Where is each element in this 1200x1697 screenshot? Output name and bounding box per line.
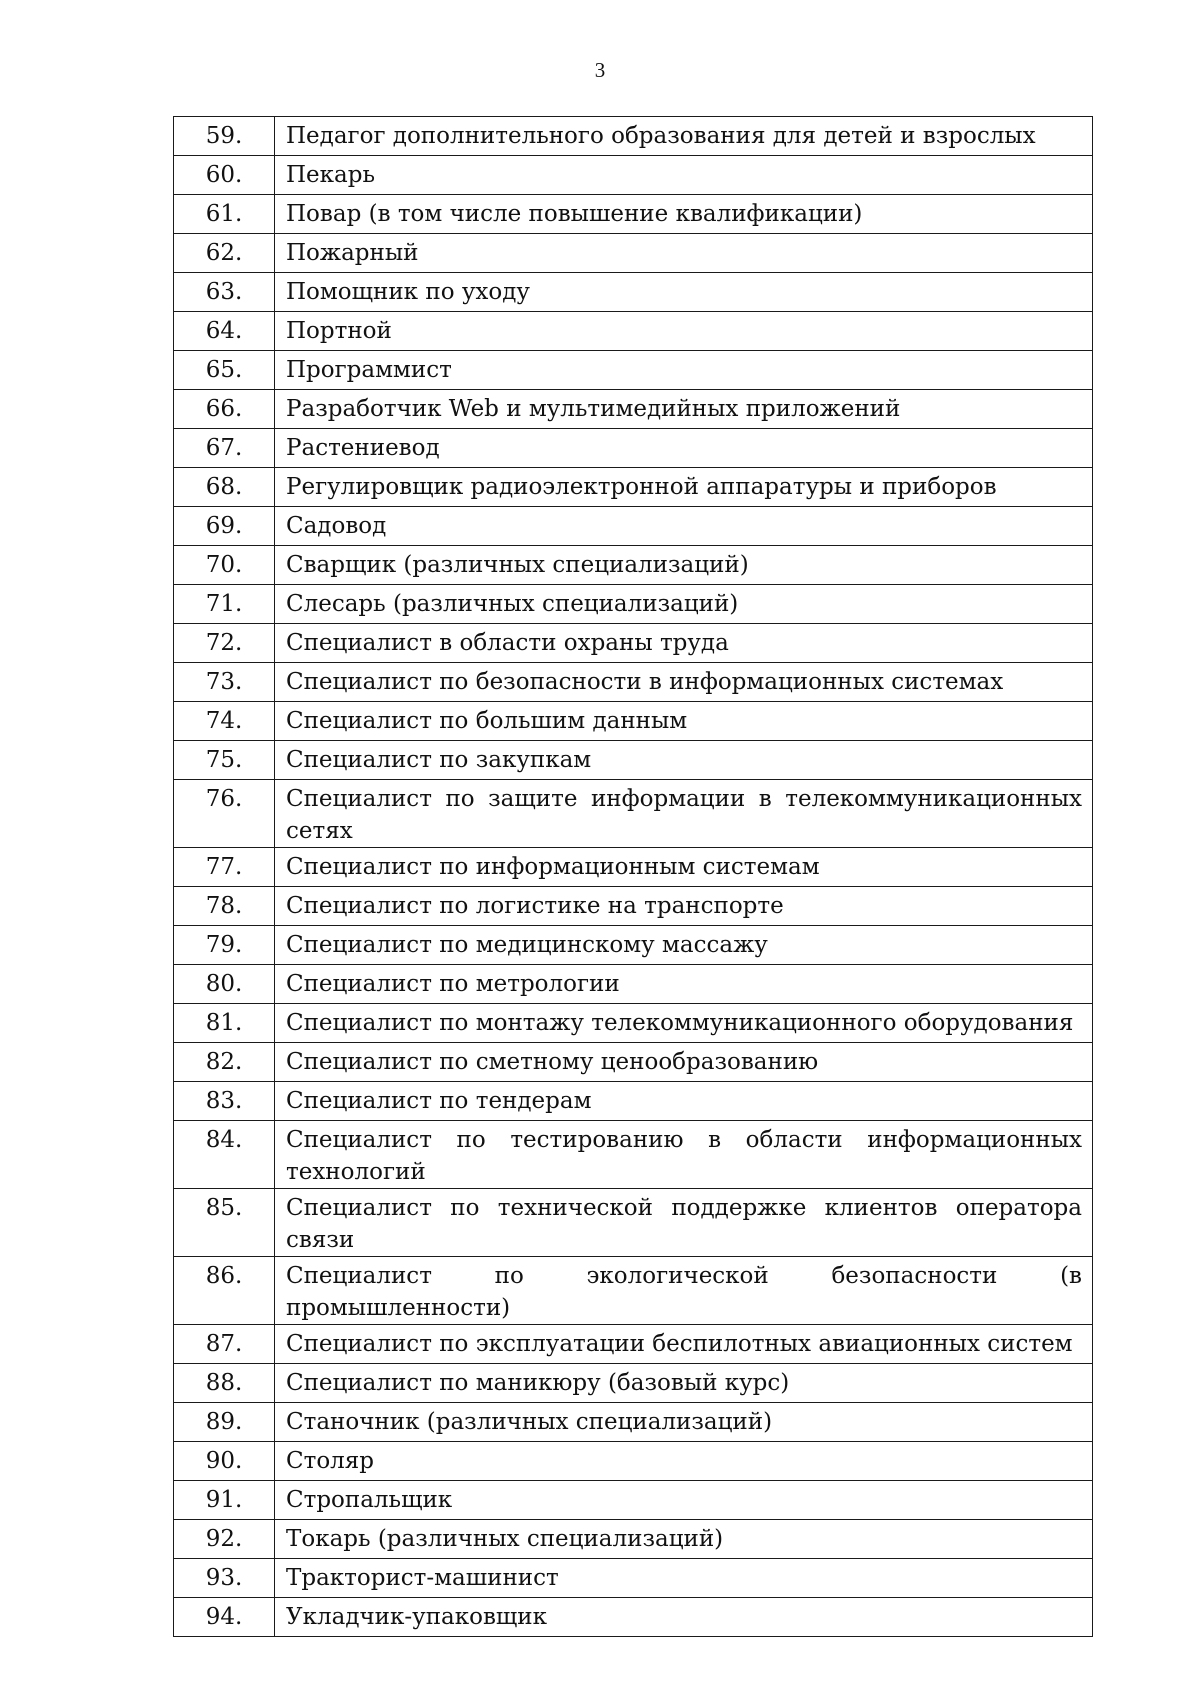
table-row xyxy=(174,351,1093,390)
profession-name: Специалист по сметному ценообразованию xyxy=(275,1043,1093,1082)
row-number: 87. xyxy=(174,1325,275,1364)
profession-name: Специалист по монтажу телекоммуникационного оборудования xyxy=(275,1004,1093,1043)
profession-name: Пожарный xyxy=(275,234,1093,273)
row-number: 72. xyxy=(174,624,275,663)
profession-name: Специалист по большим данным xyxy=(275,702,1093,741)
profession-name: Садовод xyxy=(275,507,1093,546)
table-row xyxy=(174,1442,1093,1481)
table-row xyxy=(174,195,1093,234)
table-row xyxy=(174,741,1093,780)
profession-name: Разработчик Web и мультимедийных приложений xyxy=(275,390,1093,429)
row-number: 67. xyxy=(174,429,275,468)
row-number: 61. xyxy=(174,195,275,234)
profession-name: Специалист по метрологии xyxy=(275,965,1093,1004)
row-number: 60. xyxy=(174,156,275,195)
profession-name: Регулировщик радиоэлектронной аппаратуры и приборов xyxy=(275,468,1093,507)
table-row xyxy=(174,1004,1093,1043)
profession-name: Специалист по маникюру (базовый курс) xyxy=(275,1364,1093,1403)
profession-name: Специалист по медицинскому массажу xyxy=(275,926,1093,965)
row-number: 85. xyxy=(174,1189,275,1257)
table-row xyxy=(174,1598,1093,1637)
row-number: 90. xyxy=(174,1442,275,1481)
profession-name: Специалист по закупкам xyxy=(275,741,1093,780)
table-row xyxy=(174,1325,1093,1364)
row-number: 66. xyxy=(174,390,275,429)
row-number: 73. xyxy=(174,663,275,702)
table-row xyxy=(174,848,1093,887)
profession-name: Повар (в том числе повышение квалификации) xyxy=(275,195,1093,234)
row-number: 89. xyxy=(174,1403,275,1442)
profession-name: Пекарь xyxy=(275,156,1093,195)
row-number: 77. xyxy=(174,848,275,887)
row-number: 68. xyxy=(174,468,275,507)
profession-name: Специалист в области охраны труда xyxy=(275,624,1093,663)
table-row xyxy=(174,1520,1093,1559)
row-number: 94. xyxy=(174,1598,275,1637)
profession-name: Станочник (различных специализаций) xyxy=(275,1403,1093,1442)
table-row xyxy=(174,1189,1093,1257)
profession-name: Портной xyxy=(275,312,1093,351)
table-row xyxy=(174,1559,1093,1598)
table-row xyxy=(174,156,1093,195)
table-row xyxy=(174,1043,1093,1082)
row-number: 78. xyxy=(174,887,275,926)
table-row xyxy=(174,1257,1093,1325)
profession-name: Специалист по безопасности в информационных системах xyxy=(275,663,1093,702)
profession-name: Специалист по логистике на транспорте xyxy=(275,887,1093,926)
profession-name: Токарь (различных специализаций) xyxy=(275,1520,1093,1559)
row-number: 92. xyxy=(174,1520,275,1559)
profession-name: Сварщик (различных специализаций) xyxy=(275,546,1093,585)
profession-name: Тракторист-машинист xyxy=(275,1559,1093,1598)
profession-table-body xyxy=(174,117,1093,1637)
profession-name: Специалист по технической поддержке клиентов оператора связи xyxy=(275,1189,1093,1257)
profession-name: Помощник по уходу xyxy=(275,273,1093,312)
profession-name: Стропальщик xyxy=(275,1481,1093,1520)
table-row xyxy=(174,273,1093,312)
row-number: 80. xyxy=(174,965,275,1004)
table-row xyxy=(174,702,1093,741)
table-row xyxy=(174,780,1093,848)
profession-name: Слесарь (различных специализаций) xyxy=(275,585,1093,624)
profession-name: Программист xyxy=(275,351,1093,390)
profession-name: Специалист по защите информации в телекоммуникационных сетях xyxy=(275,780,1093,848)
row-number: 91. xyxy=(174,1481,275,1520)
row-number: 75. xyxy=(174,741,275,780)
table-row xyxy=(174,1364,1093,1403)
row-number: 70. xyxy=(174,546,275,585)
row-number: 79. xyxy=(174,926,275,965)
profession-name: Растениевод xyxy=(275,429,1093,468)
row-number: 76. xyxy=(174,780,275,848)
profession-name: Специалист по тестированию в области информационных технологий xyxy=(275,1121,1093,1189)
row-number: 63. xyxy=(174,273,275,312)
row-number: 86. xyxy=(174,1257,275,1325)
table-row xyxy=(174,1403,1093,1442)
profession-name: Специалист по тендерам xyxy=(275,1082,1093,1121)
row-number: 83. xyxy=(174,1082,275,1121)
profession-name: Специалист по информационным системам xyxy=(275,848,1093,887)
table-row xyxy=(174,1082,1093,1121)
table-row xyxy=(174,1481,1093,1520)
page-number: 3 xyxy=(594,58,606,82)
row-number: 65. xyxy=(174,351,275,390)
profession-name: Специалист по эксплуатации беспилотных авиационных систем xyxy=(275,1325,1093,1364)
row-number: 62. xyxy=(174,234,275,273)
row-number: 71. xyxy=(174,585,275,624)
table-row xyxy=(174,585,1093,624)
profession-name: Укладчик-упаковщик xyxy=(275,1598,1093,1637)
table-row xyxy=(174,507,1093,546)
row-number: 59. xyxy=(174,117,275,156)
row-number: 64. xyxy=(174,312,275,351)
row-number: 82. xyxy=(174,1043,275,1082)
profession-table xyxy=(173,116,1093,1637)
profession-name: Столяр xyxy=(275,1442,1093,1481)
table-row xyxy=(174,926,1093,965)
row-number: 69. xyxy=(174,507,275,546)
profession-name: Педагог дополнительного образования для детей и взрослых xyxy=(275,117,1093,156)
table-row xyxy=(174,312,1093,351)
table-row xyxy=(174,1121,1093,1189)
table-row xyxy=(174,117,1093,156)
table-row xyxy=(174,468,1093,507)
row-number: 74. xyxy=(174,702,275,741)
row-number: 84. xyxy=(174,1121,275,1189)
table-row xyxy=(174,429,1093,468)
table-row xyxy=(174,663,1093,702)
profession-name: Специалист по экологической безопасности (в промышленности) xyxy=(275,1257,1093,1325)
row-number: 93. xyxy=(174,1559,275,1598)
row-number: 88. xyxy=(174,1364,275,1403)
table-row xyxy=(174,234,1093,273)
table-row xyxy=(174,887,1093,926)
table-row xyxy=(174,965,1093,1004)
table-row xyxy=(174,624,1093,663)
table-row xyxy=(174,390,1093,429)
row-number: 81. xyxy=(174,1004,275,1043)
table-row xyxy=(174,546,1093,585)
